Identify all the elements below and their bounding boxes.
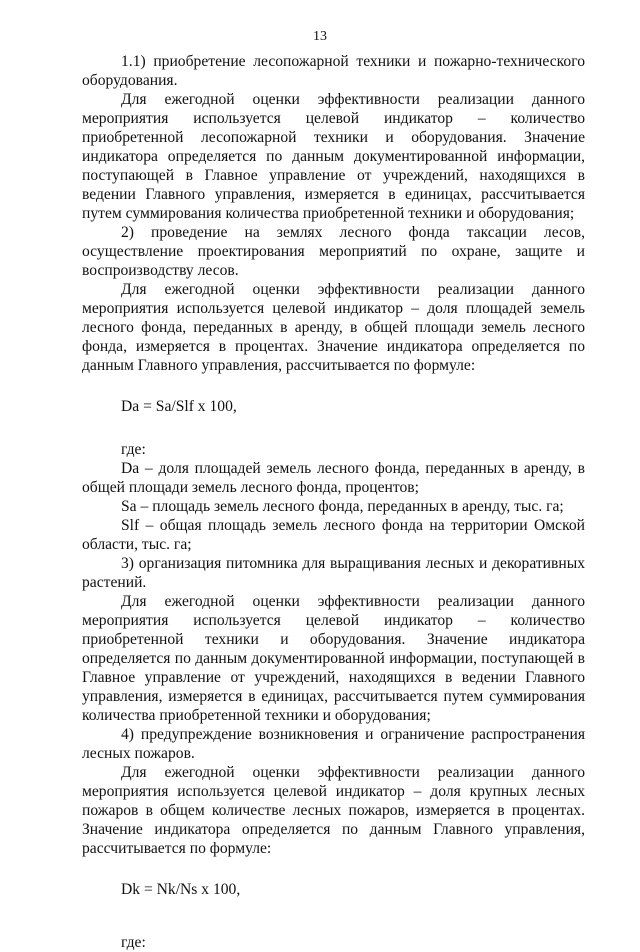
paragraph-item-4: 4) предупреждение возникновения и ограничение распространения лесных пожаров. — [82, 726, 585, 762]
definition-slf: Slf – общая площадь земель лесного фонда на территории Омской области, тыс. га; — [82, 517, 585, 553]
where-label-2: где: — [121, 934, 146, 951]
paragraph-item-2: 2) проведение на землях лесного фонда таксации лесов, осуществление проектирования мероприятий по охране, защите и воспроизводству лесов. — [82, 224, 585, 279]
paragraph-indicator-1: Для ежегодной оценки эффективности реализации данного мероприятия используется целевой индикатор – количество приобретенной лесопожарной техники и оборудования. Значение индикатора определяется по данным документированной информации, поступающей в Главное управление от учреждений, находящихся в ведении Главного управления, измеряется в единицах, рассчитывается путем суммирования количества приобретенной техники и оборудования; — [82, 91, 585, 222]
paragraph-item-1-1: 1.1) приобретение лесопожарной техники и пожарно-технического оборудования. — [82, 53, 585, 89]
document-body — [82, 52, 585, 952]
definition-sa: Sa – площадь земель лесного фонда, переданных в аренду, тыс. га; — [121, 498, 564, 515]
formula-da: Da = Sa/Slf x 100, — [121, 398, 237, 415]
paragraph-item-3: 3) организация питомника для выращивания лесных и декоративных растений. — [82, 555, 585, 591]
where-label-1: где: — [121, 441, 146, 458]
paragraph-indicator-4: Для ежегодной оценки эффективности реализации данного мероприятия используется целевой индикатор – доля крупных лесных пожаров в общем количестве лесных пожаров, измеряется в процентах. Значение индикатора определяется по данным Главного управления, рассчитывается по формуле: — [82, 764, 585, 857]
paragraph-indicator-2: Для ежегодной оценки эффективности реализации данного мероприятия используется целевой индикатор – доля площадей земель лесного фонда, переданных в аренду, в общей площади земель лесного фонда, измеряется в процентах. Значение индикатора определяется по данным Главного управления, рассчитывается по формуле: — [82, 281, 585, 374]
page-number: 13 — [313, 29, 327, 44]
formula-dk: Dk = Nk/Ns x 100, — [121, 881, 241, 898]
paragraph-indicator-3: Для ежегодной оценки эффективности реализации данного мероприятия используется целевой индикатор – количество приобретенной техники и оборудования. Значение индикатора определяется по данным документированной информации, поступающей в Главное управление от учреждений, находящихся в ведении Главного управления, измеряется в единицах, рассчитывается путем суммирования количества приобретенной техники и оборудования; — [82, 593, 585, 724]
definition-da: Da – доля площадей земель лесного фонда, переданных в аренду, в общей площади земель лесного фонда, процентов; — [82, 460, 585, 496]
